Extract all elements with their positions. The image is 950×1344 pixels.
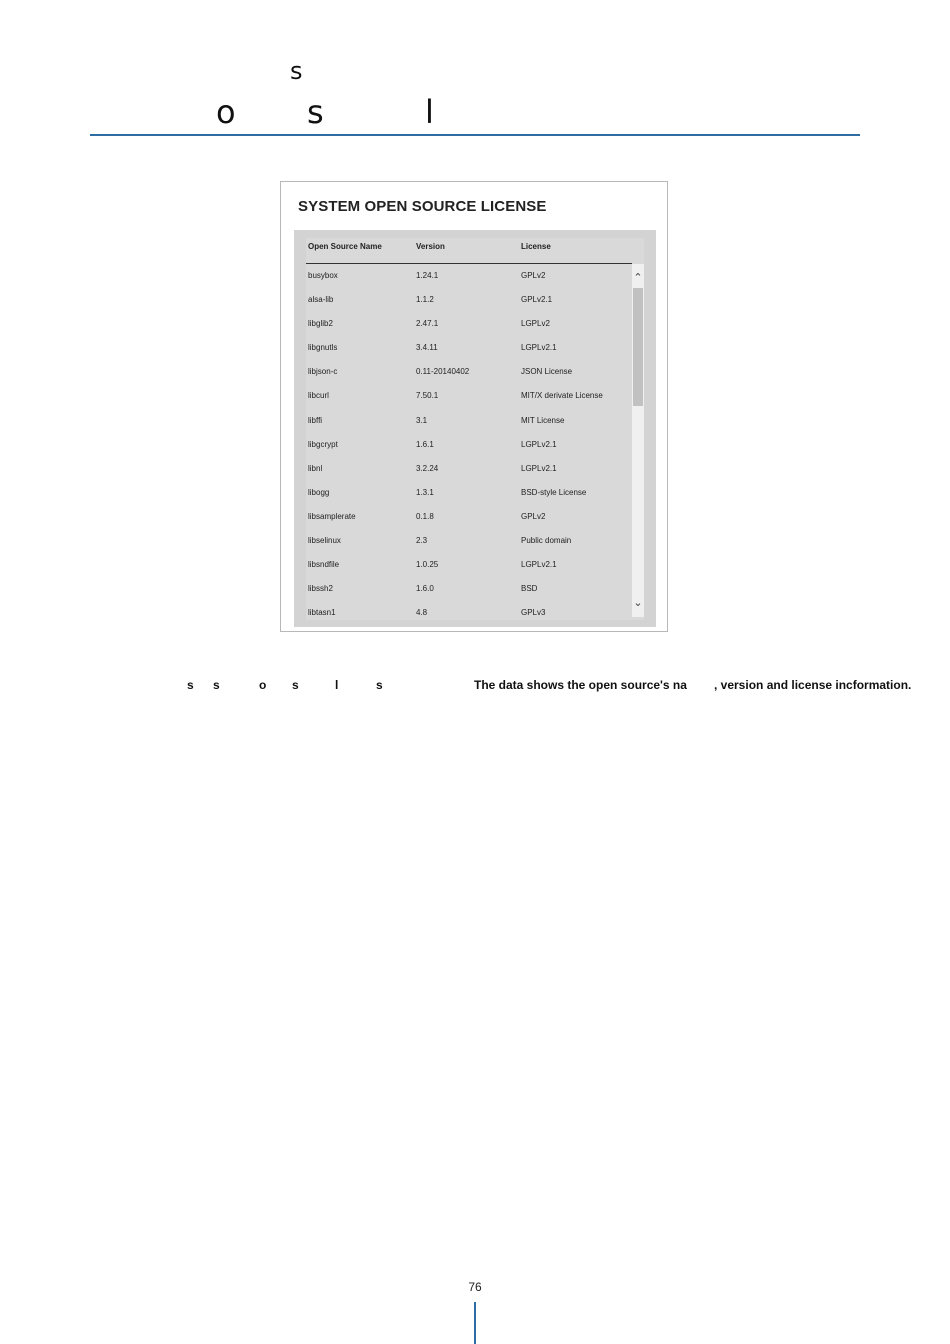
table-row bbox=[306, 577, 632, 601]
cell-version: 3.2.24 bbox=[416, 463, 439, 473]
heading-divider bbox=[90, 134, 860, 136]
table-row bbox=[306, 336, 632, 360]
table-row bbox=[306, 264, 632, 288]
table-row bbox=[306, 553, 632, 577]
table-scrollbar[interactable] bbox=[632, 264, 644, 617]
cell-license: GPLv2 bbox=[521, 271, 546, 280]
cell-version: 1.24.1 bbox=[416, 271, 439, 280]
cell-version: 1.1.2 bbox=[416, 295, 434, 305]
cell-name: alsa-lib bbox=[308, 295, 334, 305]
column-header-license: License bbox=[521, 242, 551, 251]
cell-license: MIT License bbox=[521, 415, 565, 425]
caption-fragment: s bbox=[376, 678, 383, 692]
cell-name: libgnutls bbox=[308, 343, 338, 353]
table-row bbox=[306, 601, 632, 620]
page-number-line bbox=[474, 1302, 476, 1344]
cell-license: GPLv2.1 bbox=[521, 295, 553, 305]
cell-version: 7.50.1 bbox=[416, 391, 439, 401]
heading-fragment: s bbox=[307, 93, 324, 131]
cell-version: 1.3.1 bbox=[416, 487, 434, 497]
scroll-down-icon[interactable]: ⌄ bbox=[633, 597, 643, 609]
cell-version: 2.47.1 bbox=[416, 319, 439, 329]
cell-name: libsamplerate bbox=[308, 511, 356, 521]
cell-version: 1.0.25 bbox=[416, 560, 439, 570]
cell-license: LGPLv2 bbox=[521, 319, 550, 329]
scrollbar-thumb[interactable] bbox=[633, 288, 643, 406]
heading-fragment-small: s bbox=[290, 57, 303, 85]
cell-name: libssh2 bbox=[308, 584, 333, 594]
column-header-version: Version bbox=[416, 242, 445, 251]
table-body bbox=[306, 264, 632, 620]
cell-name: libglib2 bbox=[308, 319, 333, 329]
cell-license: Public domain bbox=[521, 536, 572, 546]
cell-version: 3.1 bbox=[416, 415, 428, 425]
table-row bbox=[306, 529, 632, 553]
cell-version: 1.6.0 bbox=[416, 584, 434, 594]
cell-version: 3.4.11 bbox=[416, 343, 438, 353]
table-row bbox=[306, 384, 632, 408]
caption-fragment: l bbox=[335, 678, 339, 692]
table-row bbox=[306, 360, 632, 384]
caption-fragment: s bbox=[213, 678, 220, 692]
page-number: 76 bbox=[468, 1280, 482, 1294]
caption-part-1: The data shows the open source's na bbox=[474, 678, 687, 692]
panel-title: SYSTEM OPEN SOURCE LICENSE bbox=[298, 198, 547, 215]
caption-fragment: s bbox=[292, 678, 299, 692]
cell-version: 2.3 bbox=[416, 536, 428, 546]
caption-fragment: s bbox=[187, 678, 194, 692]
cell-license: MIT/X derivate License bbox=[521, 391, 603, 401]
cell-name: libnl bbox=[308, 463, 323, 473]
cell-name: libogg bbox=[308, 487, 330, 497]
cell-license: LGPLv2.1 bbox=[521, 343, 557, 353]
cell-license: GPLv3 bbox=[521, 608, 546, 618]
cell-license: LGPLv2.1 bbox=[521, 463, 557, 473]
cell-license: LGPLv2.1 bbox=[521, 560, 557, 570]
cell-name: libffi bbox=[308, 415, 323, 425]
heading-fragment: o bbox=[216, 93, 236, 131]
table-row bbox=[306, 288, 632, 312]
caption-text bbox=[474, 678, 912, 692]
license-table-frame bbox=[294, 230, 656, 627]
table-row bbox=[306, 409, 632, 433]
cell-license: JSON License bbox=[521, 367, 573, 377]
cell-version: 0.1.8 bbox=[416, 511, 434, 521]
table-row bbox=[306, 312, 632, 336]
cell-license: BSD bbox=[521, 584, 538, 594]
cell-license: GPLv2 bbox=[521, 511, 546, 521]
cell-name: libsndfile bbox=[308, 560, 340, 570]
caption-fragment: o bbox=[259, 678, 267, 692]
heading-fragment: l bbox=[425, 93, 434, 131]
cell-version: 1.6.1 bbox=[416, 439, 434, 449]
license-table[interactable] bbox=[306, 238, 644, 620]
table-row bbox=[306, 433, 632, 457]
column-header-name: Open Source Name bbox=[308, 242, 382, 251]
cell-version: 4.8 bbox=[416, 608, 428, 618]
cell-license: LGPLv2.1 bbox=[521, 439, 557, 449]
table-row bbox=[306, 457, 632, 481]
cell-name: libgcrypt bbox=[308, 439, 338, 449]
cell-license: BSD-style License bbox=[521, 487, 587, 497]
cell-name: libselinux bbox=[308, 536, 341, 546]
cell-name: libcurl bbox=[308, 391, 329, 401]
cell-version: 0.11-20140402 bbox=[416, 367, 470, 377]
scroll-up-icon[interactable]: ⌃ bbox=[633, 272, 643, 284]
caption-part-2: , version and license incformation. bbox=[714, 678, 912, 692]
table-row bbox=[306, 481, 632, 505]
cell-name: libjson-c bbox=[308, 367, 338, 377]
table-header bbox=[306, 238, 632, 264]
cell-name: libtasn1 bbox=[308, 608, 336, 618]
open-source-license-panel bbox=[280, 181, 668, 632]
table-row bbox=[306, 505, 632, 529]
cell-name: busybox bbox=[308, 271, 338, 280]
